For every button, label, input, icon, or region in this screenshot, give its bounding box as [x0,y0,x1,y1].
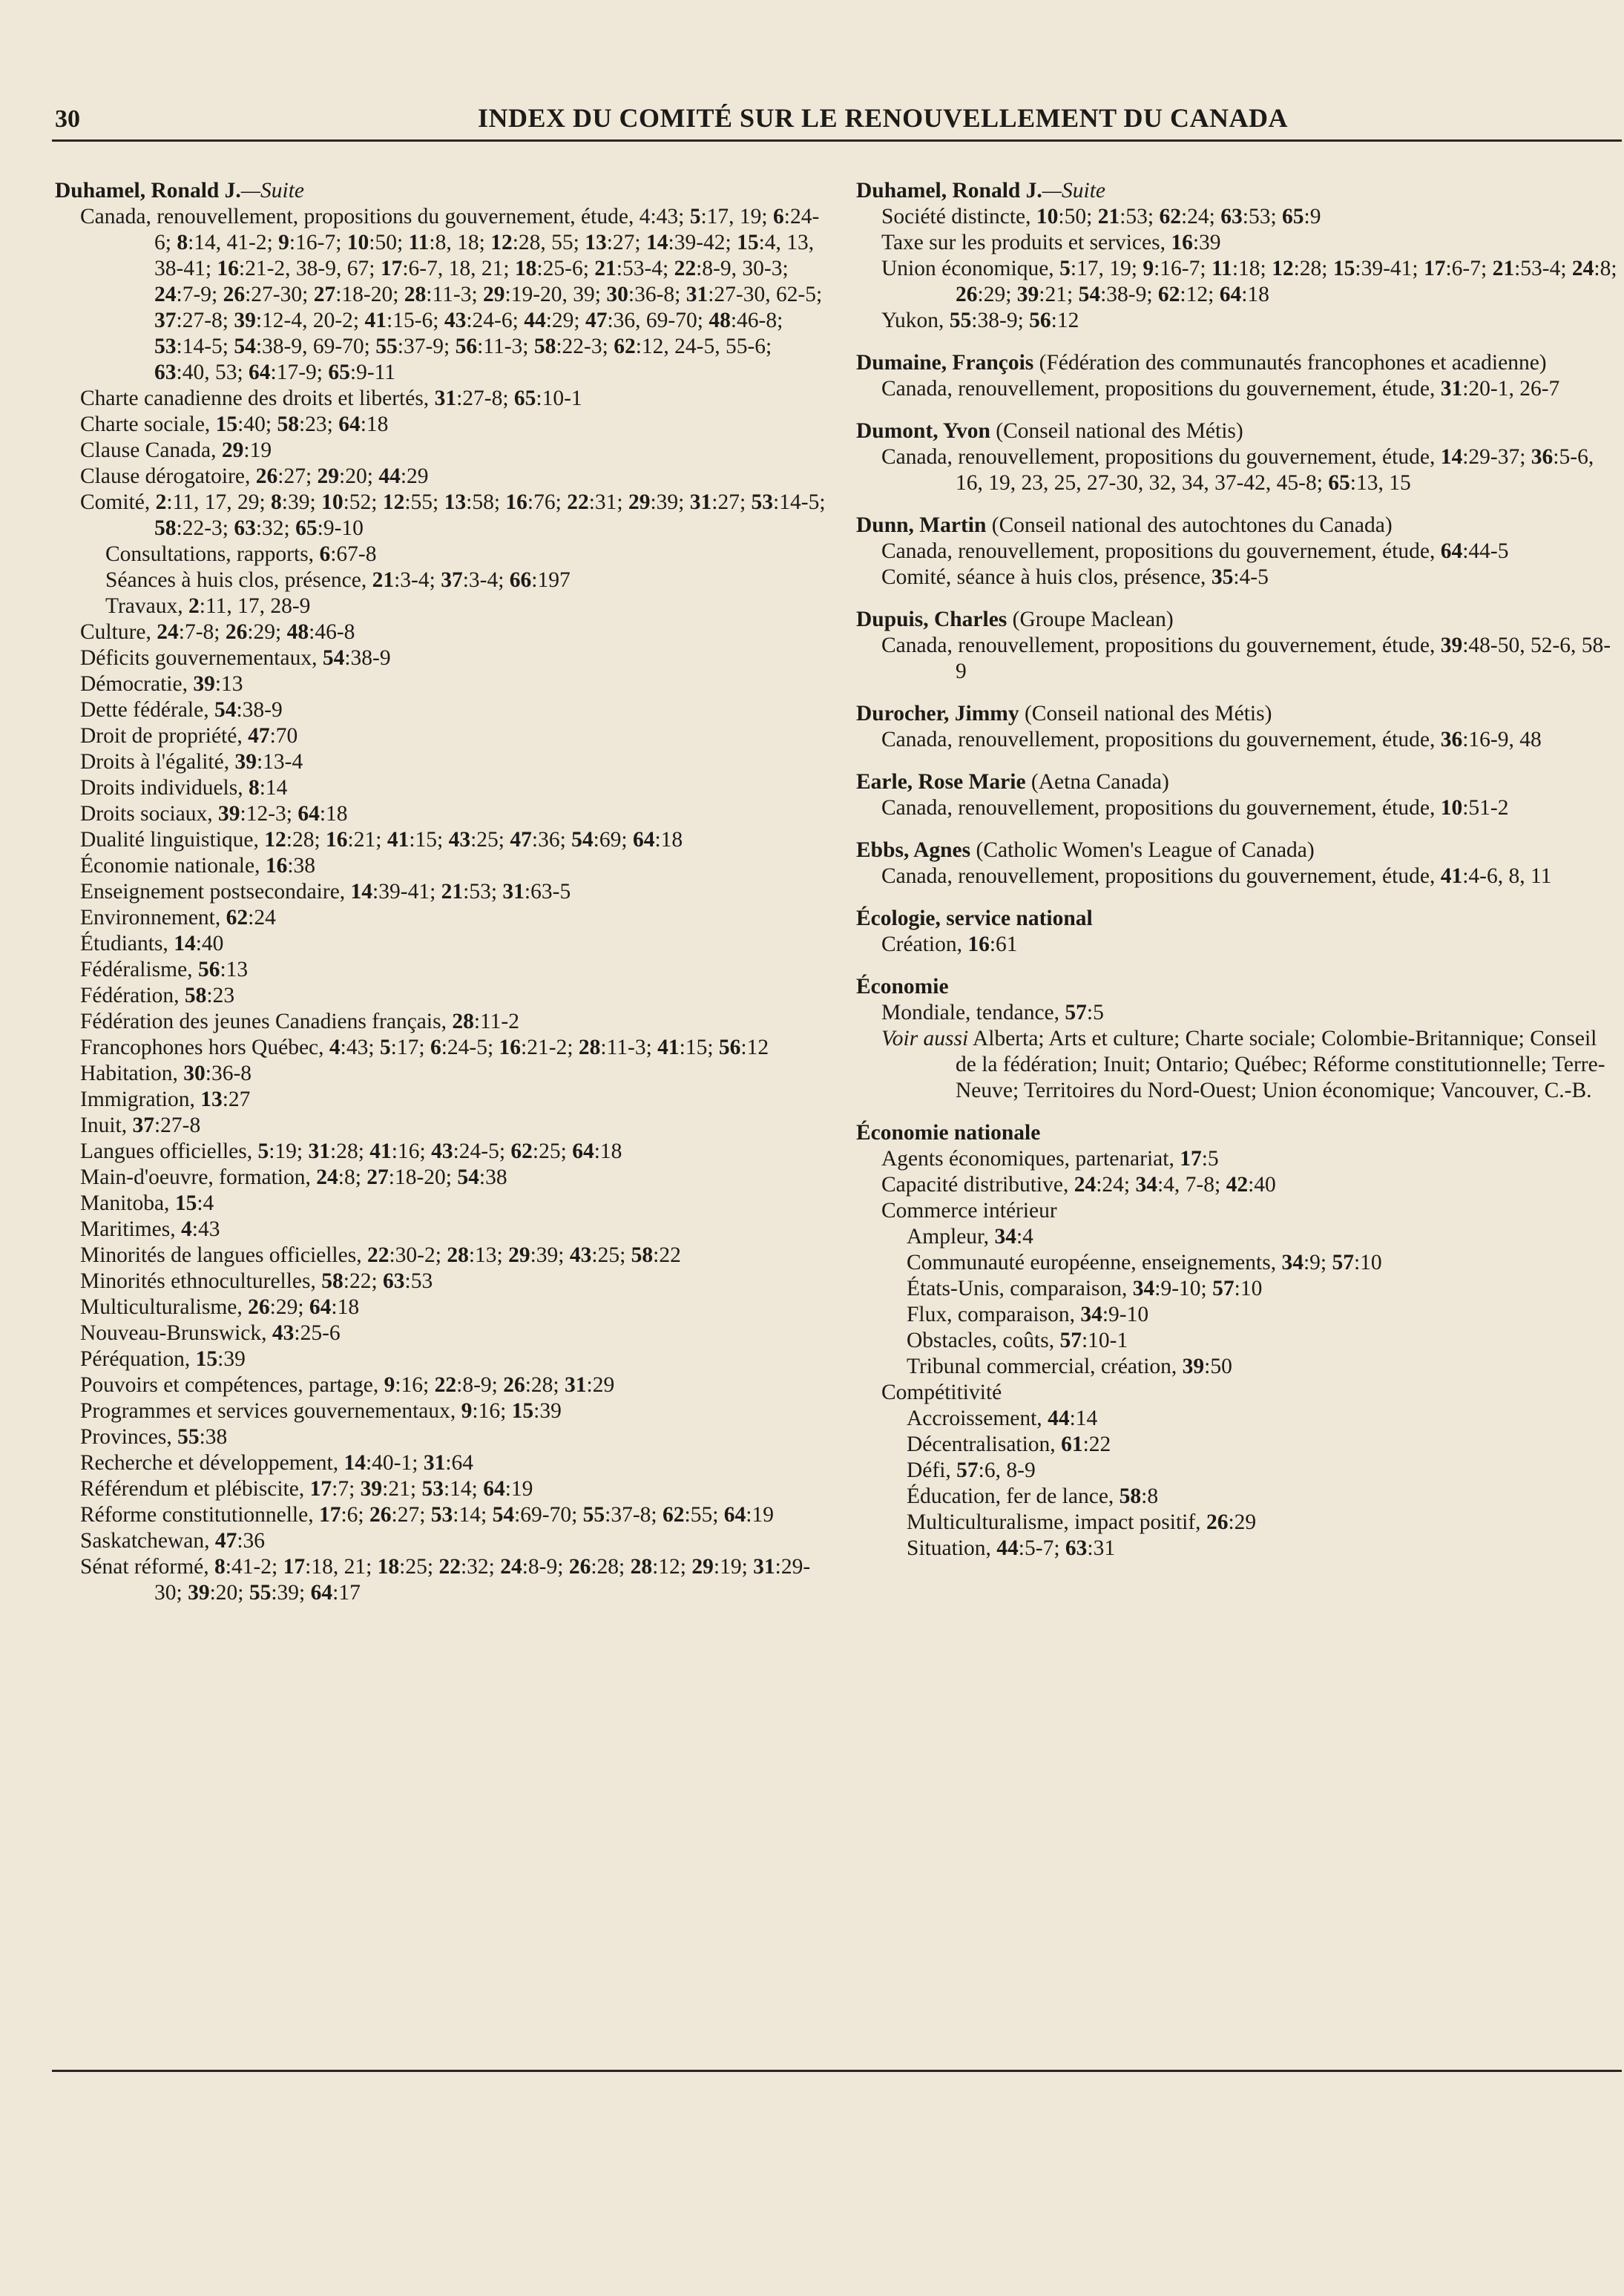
heading-name: Duhamel, Ronald J. [856,179,1042,203]
index-entry [856,906,1620,958]
subentry: Culture, 24:7-8; 26:29; 48:46-8 [80,620,355,644]
sub-subentry: Décentralisation, 61:22 [907,1432,1111,1456]
subentry: Création, 16:61 [881,932,1018,956]
subentry: Démocratie, 39:13 [80,672,243,696]
subentry: Réforme constitutionnelle, 17:6; 26:27; 53:14; 54:69-70; 55:37-8; 62:55; 64:19 [80,1503,774,1527]
subentry: Comité, 2:11, 17, 29; 8:39; 10:52; 12:55; 13:58; 16:76; 22:31; 29:39; 31:27; 53:14-5; 58:22-3; 63:32; 65:9-10 [80,490,826,540]
entry-heading [856,513,1620,539]
subentry: Mondiale, tendance, 57:5 [881,1001,1104,1024]
subentry: Programmes et services gouvernementaux, 9:16; 15:39 [80,1399,562,1423]
entry-heading [856,350,1620,376]
index-entry [856,350,1620,402]
subentry: Droits à l'égalité, 39:13-4 [80,750,303,774]
subentry: Capacité distributive, 24:24; 34:4, 7-8; 42:40 [881,1173,1276,1197]
subentry: Canada, renouvellement, propositions du gouvernement, étude, 39:48-50, 52-6, 58-9 [881,634,1611,683]
index-entry [856,418,1620,496]
index-column-left [55,178,826,1622]
subentry: Union économique, 5:17, 19; 9:16-7; 11:18; 12:28; 15:39-41; 17:6-7; 21:53-4; 24:8; 26:29; 39:21; 54:38-9; 62:12; 64:18 [881,257,1617,306]
entry-heading [856,906,1620,932]
entry-heading [856,607,1620,633]
subentry: Francophones hors Québec, 4:43; 5:17; 6:24-5; 16:21-2; 28:11-3; 41:15; 56:12 [80,1036,769,1059]
subentry: Main-d'oeuvre, formation, 24:8; 27:18-20; 54:38 [80,1165,507,1189]
index-entry [856,974,1620,1104]
subentry: Maritimes, 4:43 [80,1217,220,1241]
sub-subentry: Accroissement, 44:14 [907,1407,1098,1430]
subentry: Commerce intérieur [881,1199,1057,1223]
subentry: Canada, renouvellement, propositions du gouvernement, étude, 31:20-1, 26-7 [881,377,1560,401]
heading-name: Dumont, Yvon [856,419,990,443]
subentry: Canada, renouvellement, propositions du gouvernement, étude, 4:43; 5:17, 19; 6:24-6; 8:14, 41-2; 9:16-7; 10:50; 11:8, 18; 12:28, 55; 13:27; 14:39-42; 15:4, 13, 38-41; 16:21-2, 38-9, 67; 17:6-7, 18, 21; 18:25-6; 21:53-4; 22:8-9, 30-3; 24:7-9; 26:27-30; 27:18-20; 28:11-3; 29:19-20, 39; 30:36-8; 31:27-30, 62-5; 37:27-8; 39:12-4, 20-2; 41:15-6; 43:24-6; 44:29; 47:36, 69-70; 48:46-8; 53:14-5; 54:38-9, 69-70; 55:37-9; 56:11-3; 58:22-3; 62:12, 24-5, 55-6; 63:40, 53; 64:17-9; 65:9-11 [80,205,823,384]
index-entry [856,607,1620,685]
index-entry [856,838,1620,889]
heading-affiliation: (Aetna Canada) [1025,770,1169,794]
subentry: Compétitivité [881,1381,1002,1404]
heading-name: Dupuis, Charles [856,608,1007,631]
entry-heading [856,701,1620,727]
subentry: Environnement, 62:24 [80,906,276,930]
sub-subentry: Multiculturalisme, impact positif, 26:29 [907,1510,1257,1534]
sub-subentry: Éducation, fer de lance, 58:8 [907,1484,1159,1508]
index-entry [856,1120,1620,1562]
subentry: Charte canadienne des droits et libertés, 31:27-8; 65:10-1 [80,386,582,410]
subentry: Droits individuels, 8:14 [80,776,288,800]
column-gutter [829,178,850,2055]
heading-affiliation: (Conseil national des autochtones du Canada) [986,513,1393,537]
sub-subentry: Ampleur, 34:4 [907,1225,1033,1249]
subentry: Provinces, 55:38 [80,1425,228,1449]
running-title: INDEX DU COMITÉ SUR LE RENOUVELLEMENT DU CANADA [478,103,1288,133]
subentry: Étudiants, 14:40 [80,932,224,955]
index-entry [856,701,1620,753]
subentry: Fédéralisme, 56:13 [80,958,249,981]
entry-heading [856,178,1620,204]
sub-subentry: Travaux, 2:11, 17, 28-9 [105,594,311,618]
subentry: Multiculturalisme, 26:29; 64:18 [80,1295,360,1319]
subentry: Taxe sur les produits et services, 16:39 [881,231,1221,254]
sub-subentry: Consultations, rapports, 6:67-8 [105,542,377,566]
subentry: Langues officielles, 5:19; 31:28; 41:16; 43:24-5; 62:25; 64:18 [80,1139,622,1163]
subentry: Sénat réformé, 8:41-2; 17:18, 21; 18:25; 22:32; 24:8-9; 26:28; 28:12; 29:19; 31:29-30; 39:20; 55:39; 64:17 [80,1555,811,1605]
subentry: Comité, séance à huis clos, présence, 35:4-5 [881,565,1269,589]
heading-affiliation: (Conseil national des Métis) [1019,702,1272,726]
subentry: Habitation, 30:36-8 [80,1062,252,1085]
sub-subentry: Communauté européenne, enseignements, 34:9; 57:10 [907,1251,1382,1274]
sub-subentry: Tribunal commercial, création, 39:50 [907,1355,1232,1378]
sub-subentry: Situation, 44:5-7; 63:31 [907,1536,1116,1560]
entry-heading [856,838,1620,864]
entry-heading [856,1120,1620,1146]
subentry: Déficits gouvernementaux, 54:38-9 [80,646,391,670]
subentry: Inuit, 37:27-8 [80,1114,201,1137]
subentry: Référendum et plébiscite, 17:7; 39:21; 53:14; 64:19 [80,1477,533,1501]
heading-name: Dumaine, François [856,351,1034,375]
subentry: Canada, renouvellement, propositions du gouvernement, étude, 10:51-2 [881,796,1509,820]
heading-name: Économie nationale [856,1121,1041,1145]
subentry: Canada, renouvellement, propositions du gouvernement, étude, 36:16-9, 48 [881,728,1542,751]
subentry: Charte sociale, 15:40; 58:23; 64:18 [80,412,389,436]
sub-subentry: États-Unis, comparaison, 34:9-10; 57:10 [907,1277,1263,1300]
header-rule [52,139,1622,142]
subentry: Dette fédérale, 54:38-9 [80,698,283,722]
entry-heading [856,418,1620,444]
subentry: Pouvoirs et compétences, partage, 9:16; 22:8-9; 26:28; 31:29 [80,1373,615,1397]
continued-label: —Suite [240,179,305,203]
heading-name: Dunn, Martin [856,513,987,537]
subentry: Économie nationale, 16:38 [80,854,316,878]
subentry: Canada, renouvellement, propositions du gouvernement, étude, 41:4-6, 8, 11 [881,864,1552,888]
subentry: Fédération, 58:23 [80,984,235,1007]
subentry: Recherche et développement, 14:40-1; 31:64 [80,1451,474,1475]
heading-affiliation: (Fédération des communautés francophones et acadienne) [1033,351,1547,375]
subentry: Canada, renouvellement, propositions du gouvernement, étude, 64:44-5 [881,539,1509,563]
sub-subentry: Flux, comparaison, 34:9-10 [907,1303,1149,1326]
subentry: Immigration, 13:27 [80,1088,251,1111]
entry-heading [856,974,1620,1000]
sub-subentry: Séances à huis clos, présence, 21:3-4; 37:3-4; 66:197 [105,568,571,592]
page-number: 30 [55,105,80,133]
subentry: Droits sociaux, 39:12-3; 64:18 [80,802,348,826]
subentry: Canada, renouvellement, propositions du gouvernement, étude, 14:29-37; 36:5-6, 16, 19, 23, 25, 27-30, 32, 34, 37-42, 45-8; 65:13, 15 [881,445,1594,495]
subentry: Péréquation, 15:39 [80,1347,246,1371]
subentry: Clause dérogatoire, 26:27; 29:20; 44:29 [80,464,429,488]
sub-subentry: Défi, 57:6, 8-9 [907,1458,1036,1482]
subentry: Nouveau-Brunswick, 43:25-6 [80,1321,341,1345]
footer-rule [52,2070,1622,2072]
subentry: Minorités ethnoculturelles, 58:22; 63:53 [80,1269,433,1293]
entry-heading [856,769,1620,795]
subentry: Société distincte, 10:50; 21:53; 62:24; 63:53; 65:9 [881,205,1321,228]
subentry: Fédération des jeunes Canadiens français, 28:11-2 [80,1010,520,1033]
subentry: Agents économiques, partenariat, 17:5 [881,1147,1219,1171]
subentry: Droit de propriété, 47:70 [80,724,298,748]
heading-affiliation: (Catholic Women's League of Canada) [970,838,1315,862]
subentry: Yukon, 55:38-9; 56:12 [881,309,1079,332]
index-column-right [856,178,1620,1578]
index-entry [856,178,1620,334]
index-entry [856,513,1620,591]
subentry: Saskatchewan, 47:36 [80,1529,266,1553]
heading-name: Écologie, service national [856,907,1093,930]
subentry: Minorités de langues officielles, 22:30-2; 28:13; 29:39; 43:25; 58:22 [80,1243,681,1267]
index-entry [856,769,1620,821]
heading-name: Earle, Rose Marie [856,770,1026,794]
entry-heading [55,178,826,204]
heading-affiliation: (Conseil national des Métis) [990,419,1243,443]
continued-label: —Suite [1042,179,1106,203]
subentry: Enseignement postsecondaire, 14:39-41; 21:53; 31:63-5 [80,880,571,904]
subentry: Clause Canada, 29:19 [80,438,272,462]
subentry: Dualité linguistique, 12:28; 16:21; 41:15; 43:25; 47:36; 54:69; 64:18 [80,828,683,852]
heading-name: Durocher, Jimmy [856,702,1019,726]
sub-subentry: Obstacles, coûts, 57:10-1 [907,1329,1128,1352]
heading-name: Ebbs, Agnes [856,838,971,862]
subentry: Manitoba, 15:4 [80,1191,214,1215]
heading-name: Duhamel, Ronald J. [55,179,241,203]
heading-name: Économie [856,975,949,999]
index-entry [55,178,826,1606]
heading-affiliation: (Groupe Maclean) [1007,608,1174,631]
subentry: Voir aussi Alberta; Arts et culture; Charte sociale; Colombie-Britannique; Conseil de la fédération; Inuit; Ontario; Québec; Réforme constitutionnelle; Terre-Neuve; Territoires du Nord-Ouest; Union économique; Vancouver, C.-B. [881,1027,1605,1102]
